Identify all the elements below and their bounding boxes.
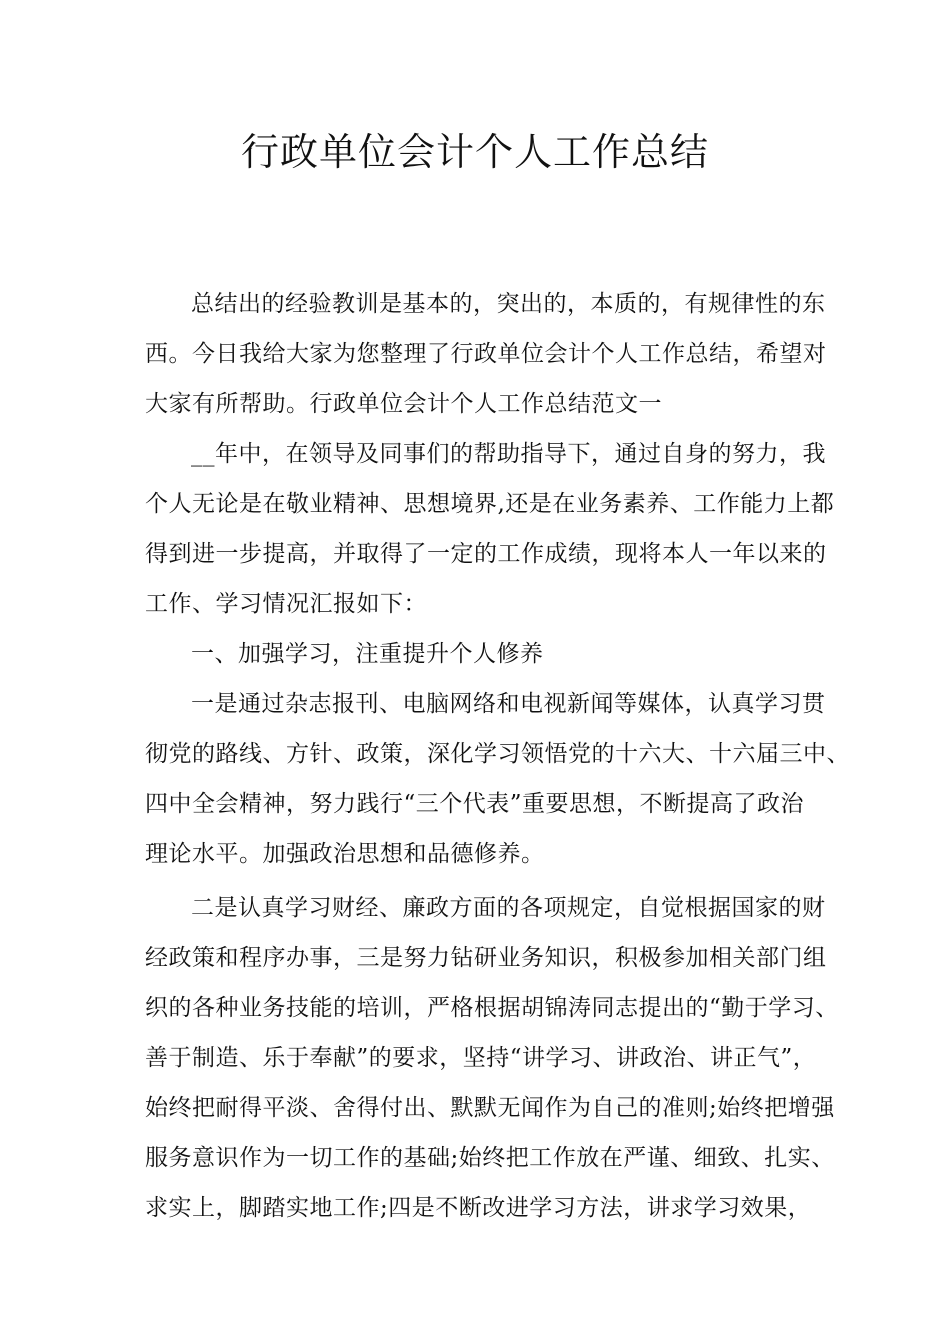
paragraph-line: 大家有所帮助。行政单位会计个人工作总结范文一 — [145, 391, 662, 417]
document-body — [145, 279, 850, 1233]
paragraph-line: 个人无论是在敬业精神、思想境界,还是在业务素养、工作能力上都 — [145, 491, 835, 517]
paragraph-line: 经政策和程序办事，三是努力钻研业务知识，积极参加相关部门组 — [145, 945, 827, 971]
paragraph-line: 二是认真学习财经、廉政方面的各项规定，自觉根据国家的财 — [191, 895, 826, 921]
paragraph-line: 工作、学习情况汇报如下： — [145, 591, 427, 617]
paragraph-line: 总结出的经验教训是基本的，突出的，本质的，有规律性的东 — [191, 291, 826, 317]
paragraph-line: 西。今日我给大家为您整理了行政单位会计个人工作总结，希望对 — [145, 341, 827, 367]
paragraph-line: 一是通过杂志报刊、电脑网络和电视新闻等媒体，认真学习贯 — [191, 691, 826, 717]
document-title: 行政单位会计个人工作总结 — [240, 130, 709, 174]
paragraph-line: 理论水平。加强政治思想和品德修养。 — [145, 841, 545, 867]
paragraph-line: 善于制造、乐于奉献”的要求，坚持“讲学习、讲政治、讲正气”， — [145, 1045, 817, 1071]
paragraph-line: __年中，在领导及同事们的帮助指导下，通过自身的努力，我 — [191, 441, 826, 467]
paragraph-line: 四中全会精神，努力践行“三个代表”重要思想，不断提高了政治 — [145, 791, 805, 817]
paragraph-line: 彻党的路线、方针、政策，深化学习领悟党的十六大、十六届三中、 — [145, 741, 850, 767]
paragraph-line: 服务意识作为一切工作的基础;始终把工作放在严谨、细致、扎实、 — [145, 1145, 835, 1171]
paragraph-line: 求实上，脚踏实地工作;四是不断改进学习方法，讲求学习效果， — [145, 1195, 812, 1221]
section-heading: 一、加强学习，注重提升个人修养 — [191, 641, 544, 667]
paragraph-line: 始终把耐得平淡、舍得付出、默默无闻作为自己的准则;始终把增强 — [145, 1095, 835, 1121]
paragraph-line: 织的各种业务技能的培训，严格根据胡锦涛同志提出的“勤于学习、 — [145, 995, 839, 1021]
paragraph-line: 得到进一步提高，并取得了一定的工作成绩，现将本人一年以来的 — [145, 541, 827, 567]
